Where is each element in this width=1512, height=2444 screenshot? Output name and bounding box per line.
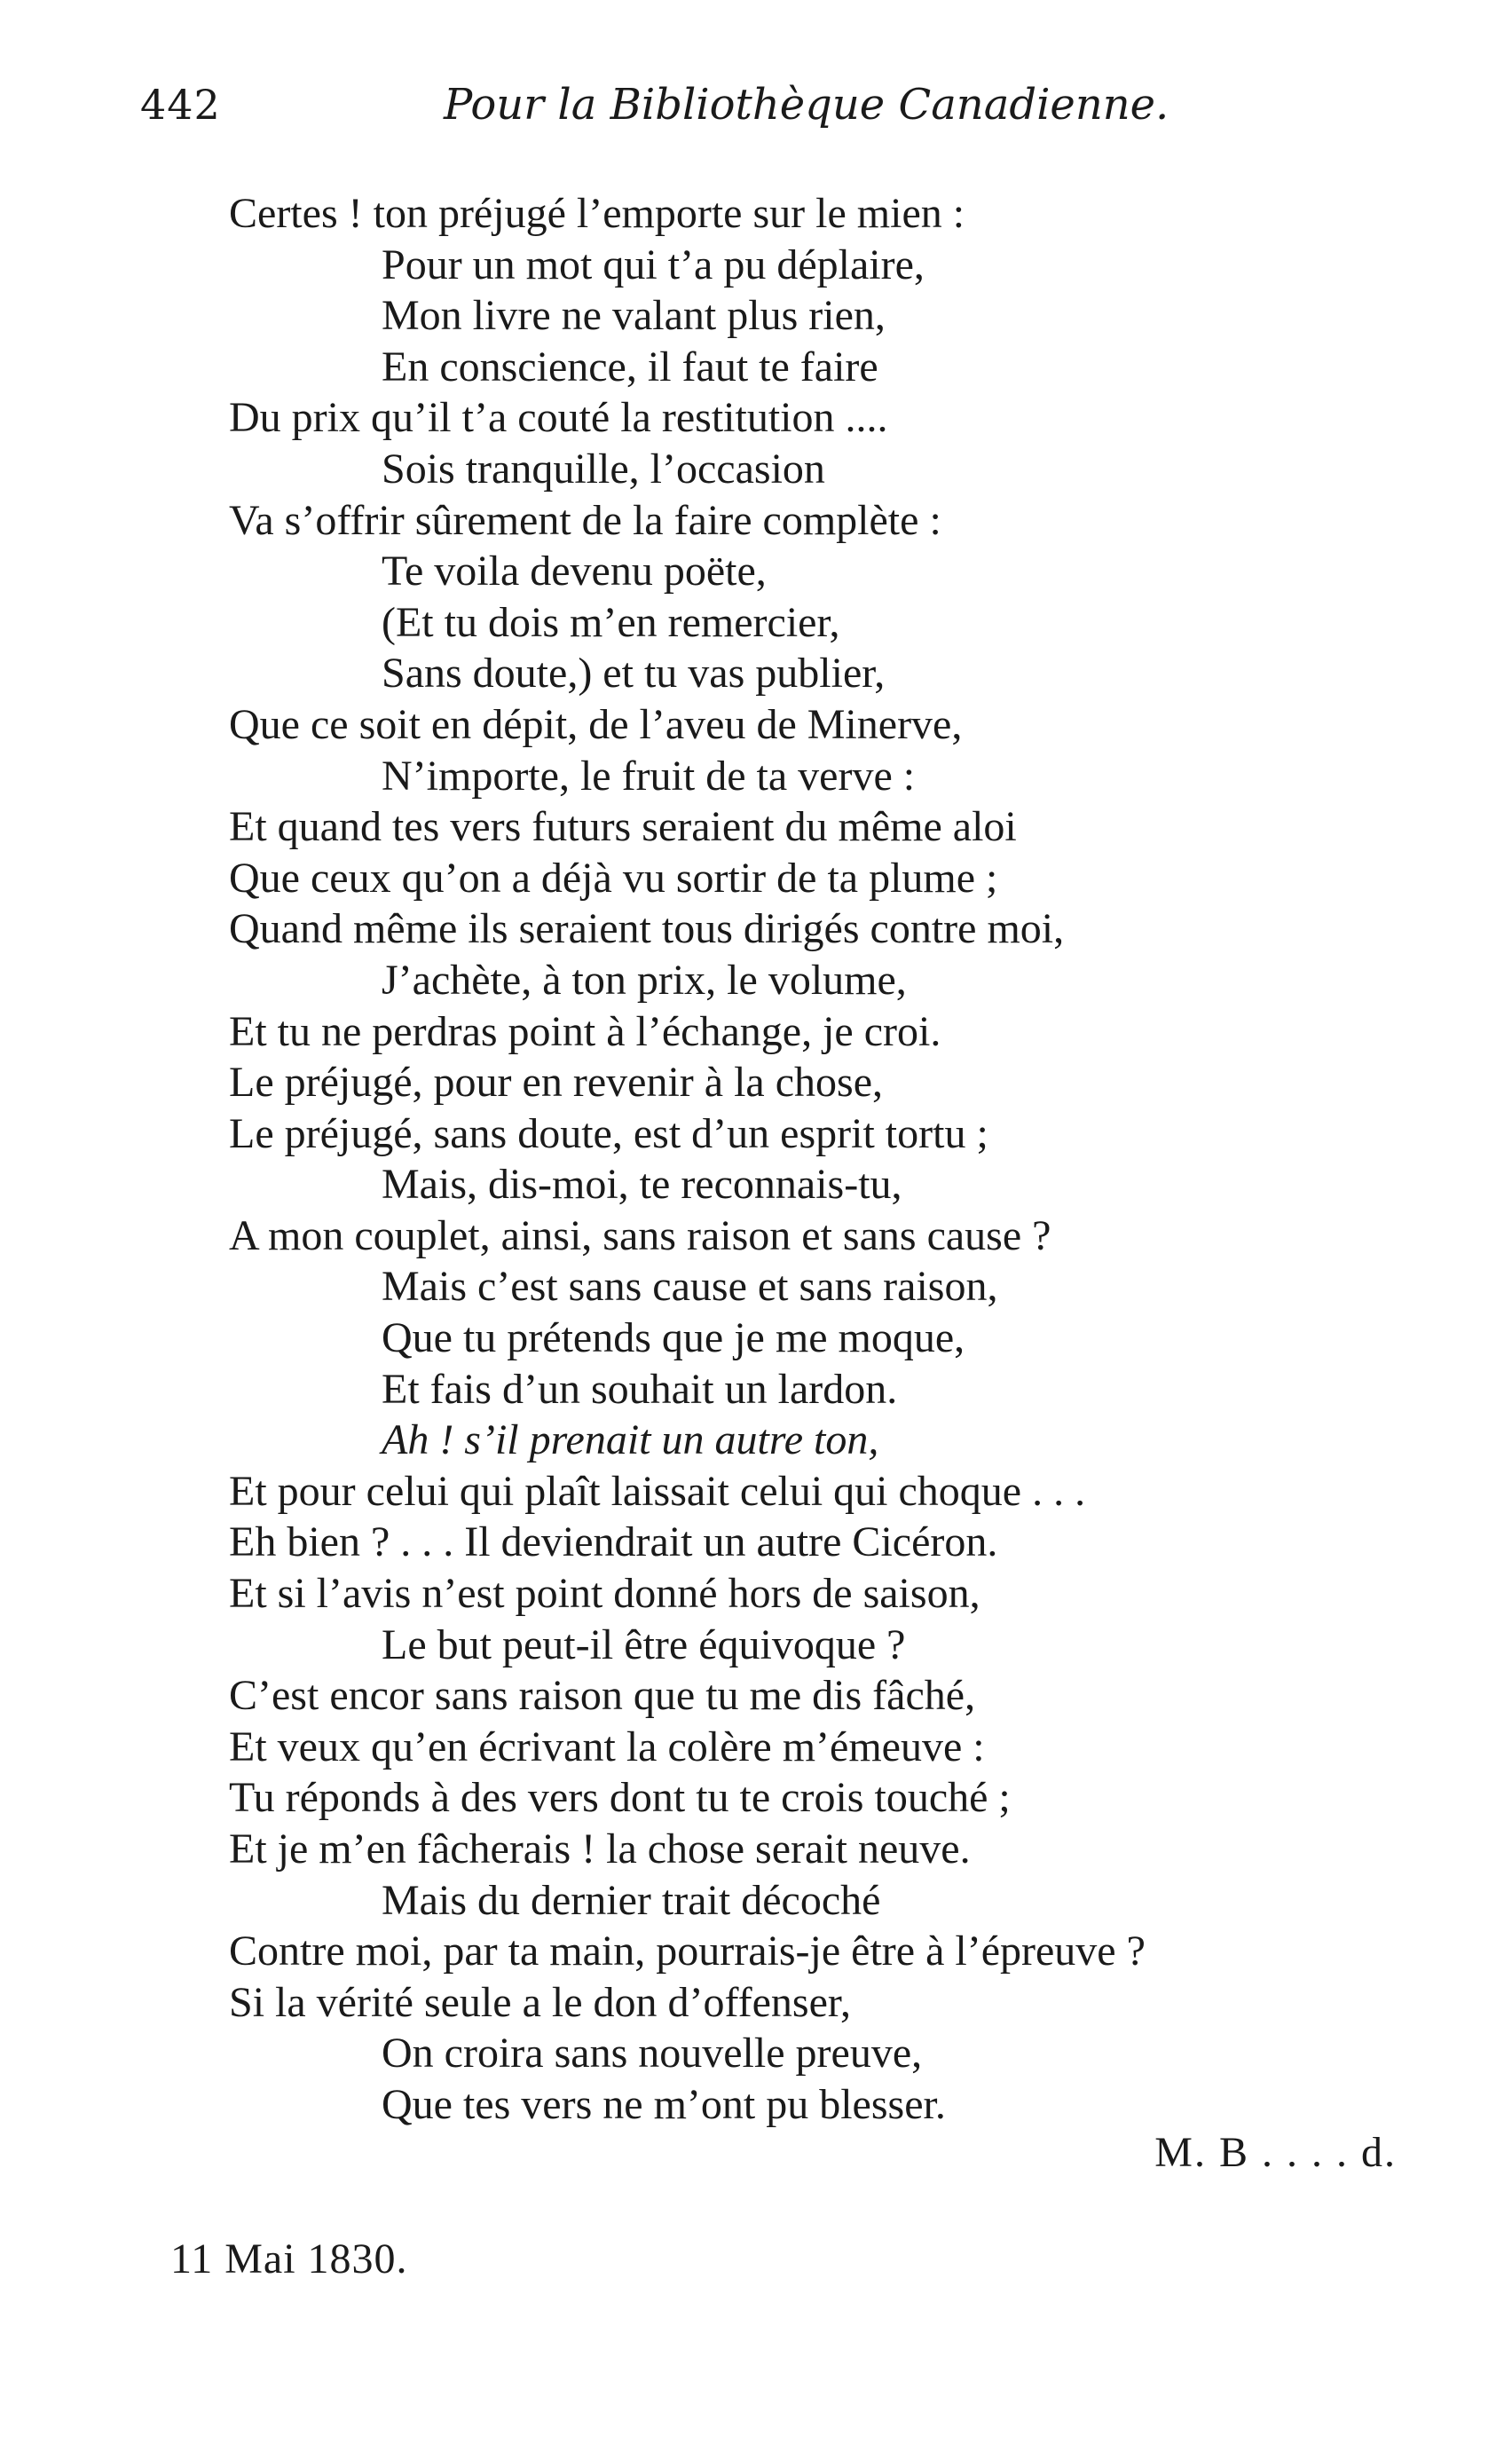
verse-line: Mais c’est sans cause et sans raison,: [382, 1263, 998, 1311]
verse-line: Mon livre ne valant plus rien,: [382, 292, 886, 340]
verse-line: Que ceux qu’on a déjà vu sortir de ta plume ;: [229, 854, 998, 902]
verse-line: Le but peut-il être équivoque ?: [382, 1620, 906, 1668]
verse-line: Sans doute,) et tu vas publier,: [382, 650, 886, 698]
running-title: Pour la Bibliothèque Canadienne.: [444, 80, 1169, 130]
verse-line: (Et tu dois m’en remercier,: [382, 598, 840, 646]
verse-line: Te voila devenu poëte,: [382, 548, 767, 595]
verse-line: En conscience, il faut te faire: [382, 343, 878, 390]
verse-line: Du prix qu’il t’a couté la restitution ....: [229, 394, 888, 442]
poem-body: [0, 188, 1512, 2131]
verse-line: C’est encor sans raison que tu me dis fâché,: [229, 1672, 976, 1720]
verse-line: A mon couplet, ainsi, sans raison et sans cause ?: [229, 1211, 1051, 1259]
verse-line: Contre moi, par ta main, pourrais-je être à l’épreuve ?: [229, 1928, 1146, 1975]
page-number: 442: [140, 81, 221, 129]
verse-line: Et fais d’un souhait un lardon.: [382, 1365, 898, 1413]
verse-line: Certes ! ton préjugé l’emporte sur le mien :: [229, 190, 965, 237]
verse-line: Va s’offrir sûrement de la faire complète :: [229, 496, 941, 544]
poem-date: 11 Mai 1830.: [170, 2235, 408, 2282]
verse-line: Tu réponds à des vers dont tu te crois touché ;: [229, 1774, 1011, 1822]
verse-line: Que ce soit en dépit, de l’aveu de Minerve,: [229, 700, 963, 748]
author-signature: M. B . . . . d.: [1154, 2129, 1397, 2176]
verse-line: Et tu ne perdras point à l’échange, je croi.: [229, 1007, 941, 1055]
verse-line: Quand même ils seraient tous dirigés contre moi,: [229, 905, 1065, 953]
verse-line: Que tu prétends que je me moque,: [382, 1314, 965, 1362]
verse-line: Et quand tes vers futurs seraient du même aloi: [229, 803, 1017, 851]
verse-line: Et pour celui qui plaît laissait celui qui choque . . .: [229, 1467, 1086, 1515]
verse-line: Et veux qu’en écrivant la colère m’émeuve :: [229, 1723, 985, 1770]
verse-line: Et je m’en fâcherais ! la chose serait neuve.: [229, 1825, 971, 1872]
verse-line: Le préjugé, sans doute, est d’un esprit tortu ;: [229, 1109, 988, 1157]
verse-line: N’importe, le fruit de ta verve :: [382, 752, 916, 800]
verse-line: Ah ! s’il prenait un autre ton,: [382, 1416, 879, 1464]
verse-line: Si la vérité seule a le don d’offenser,: [229, 1978, 851, 2026]
verse-line: Et si l’avis n’est point donné hors de saison,: [229, 1570, 980, 1618]
verse-line: Sois tranquille, l’occasion: [382, 445, 825, 493]
verse-line: On croira sans nouvelle preuve,: [382, 2030, 923, 2077]
verse-line: Mais du dernier trait décoché: [382, 1876, 881, 1924]
verse-line: Eh bien ? . . . Il deviendrait un autre Cicéron.: [229, 1518, 998, 1566]
verse-line: Pour un mot qui t’a pu déplaire,: [382, 240, 925, 288]
verse-line: J’achète, à ton prix, le volume,: [382, 956, 907, 1004]
page-header: [0, 69, 1512, 140]
verse-line: Que tes vers ne m’ont pu blesser.: [382, 2080, 946, 2128]
verse-line: Mais, dis-moi, te reconnais-tu,: [382, 1161, 902, 1209]
verse-line: Le préjugé, pour en revenir à la chose,: [229, 1059, 883, 1107]
